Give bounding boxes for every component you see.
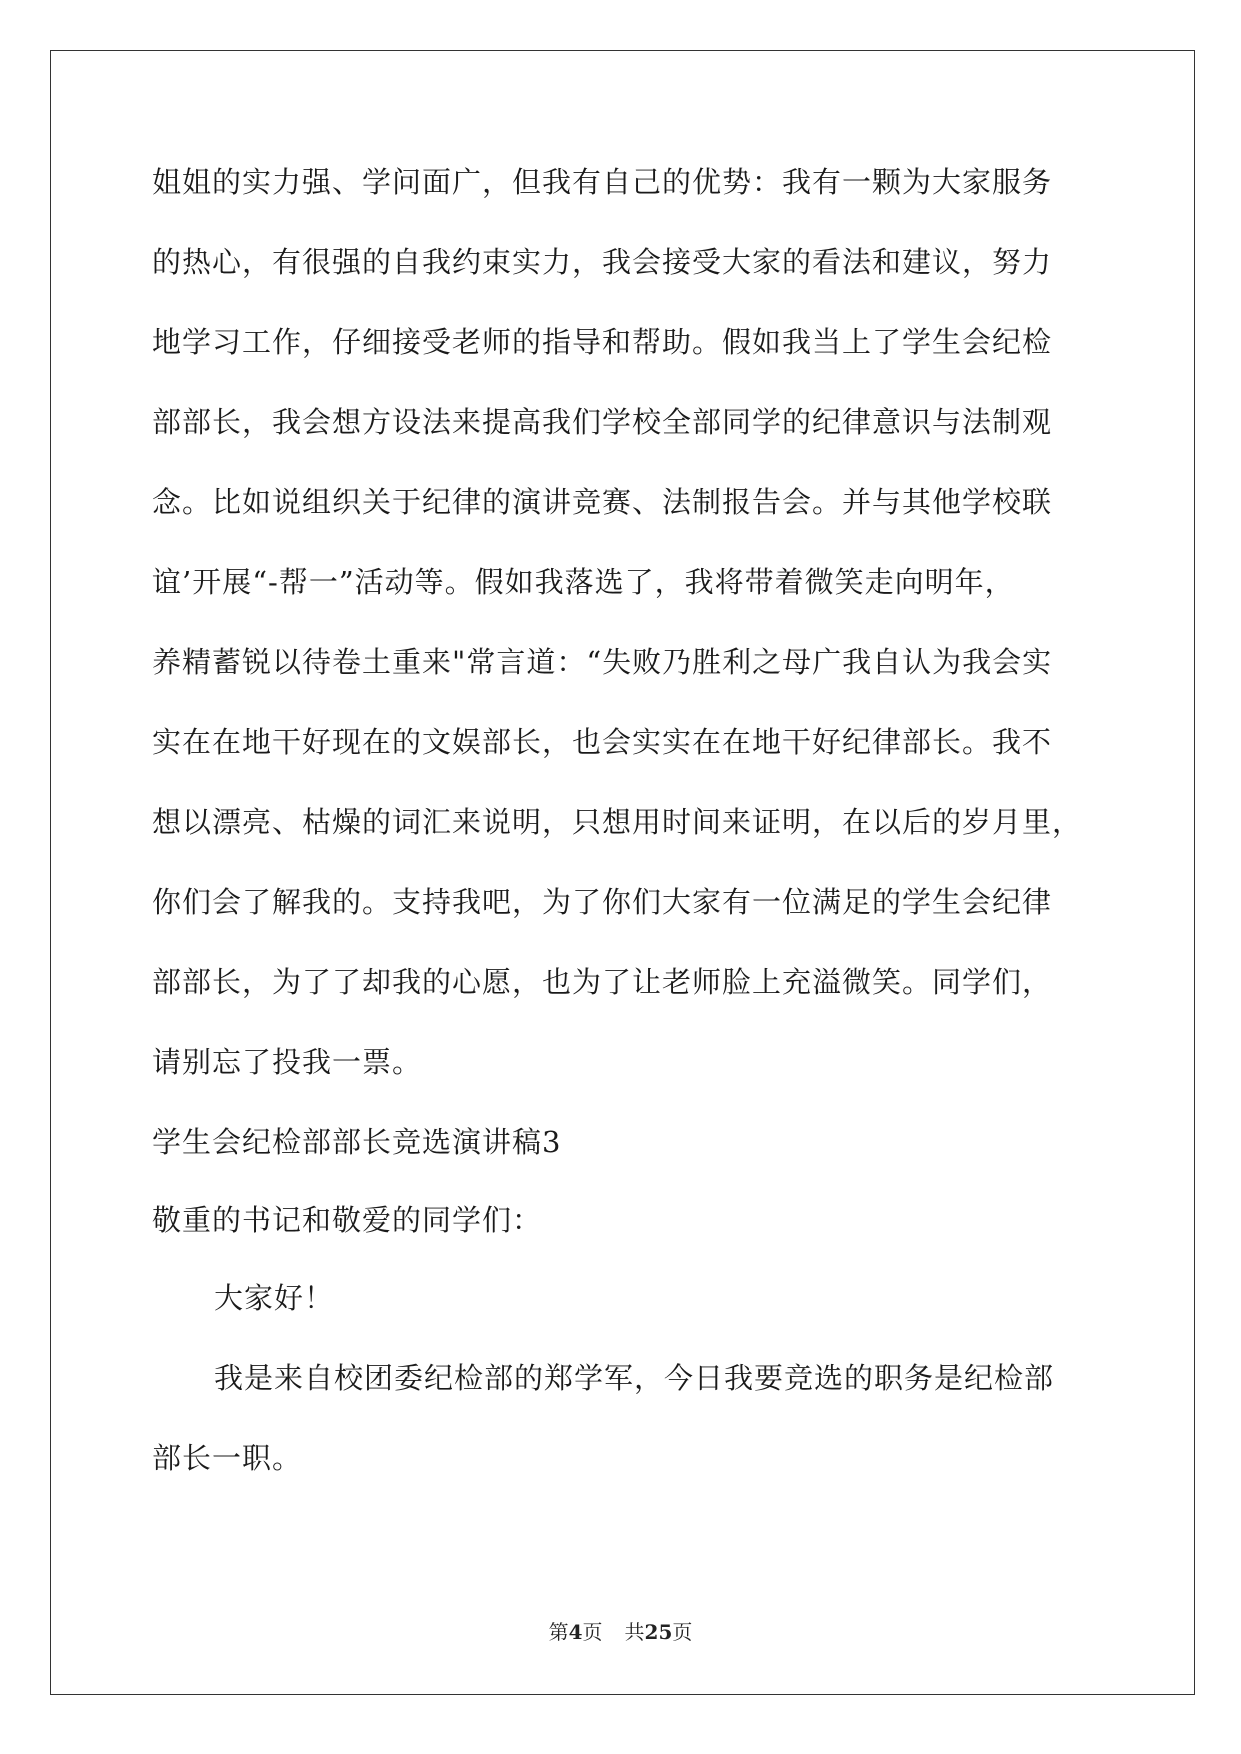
- paragraph-line: 部部长，我会想方设法来提高我们学校全部同学的纪律意识与法制观: [152, 405, 1053, 439]
- paragraph-line: 我是来自校团委纪检部的郑学军，今日我要竞选的职务是纪检部: [214, 1361, 1055, 1395]
- document-body: [152, 162, 1092, 1518]
- salutation: 敬重的书记和敬爱的同学们：: [152, 1203, 543, 1237]
- paragraph-line: 的热心，有很强的自我约束实力，我会接受大家的看法和建议，努力: [152, 245, 1053, 279]
- total-suffix: 页: [672, 1620, 693, 1644]
- total-pages: 25: [644, 1620, 673, 1644]
- greeting: 大家好！: [214, 1281, 335, 1315]
- paragraph-line: 你们会了解我的。支持我吧，为了你们大家有一位满足的学生会纪律: [152, 885, 1053, 919]
- section-title: 学生会纪检部部长竞选演讲稿3: [152, 1125, 562, 1159]
- page-number: 4: [568, 1620, 583, 1644]
- paragraph-line: 谊’开展“-帮一”活动等。假如我落选了，我将带着微笑走向明年，: [152, 565, 1015, 599]
- page-prefix: 第: [548, 1620, 569, 1644]
- paragraph-line: 姐姐的实力强、学问面广，但我有自己的优势：我有一颗为大家服务: [152, 165, 1053, 199]
- paragraph-line: 养精蓄锐以待卷土重来"常言道：“失败乃胜利之母广我自认为我会实: [152, 645, 1053, 679]
- paragraph-line: 部长一职。: [152, 1441, 303, 1475]
- paragraph-line: 地学习工作，仔细接受老师的指导和帮助。假如我当上了学生会纪检: [152, 325, 1053, 359]
- paragraph-line: 部部长，为了了却我的心愿，也为了让老师脸上充溢微笑。同学们，: [152, 965, 1053, 999]
- page-footer: [0, 1616, 1241, 1645]
- paragraph-line: 念。比如说组织关于纪律的演讲竞赛、法制报告会。并与其他学校联: [152, 485, 1053, 519]
- paragraph-line: 想以漂亮、枯燥的词汇来说明，只想用时间来证明，在以后的岁月里，: [152, 805, 1083, 839]
- page-suffix: 页: [582, 1620, 603, 1644]
- total-prefix: 共: [624, 1620, 645, 1644]
- paragraph-line: 实在在地干好现在的文娱部长，也会实实在在地干好纪律部长。我不: [152, 725, 1053, 759]
- paragraph-line: 请别忘了投我一票。: [152, 1045, 423, 1079]
